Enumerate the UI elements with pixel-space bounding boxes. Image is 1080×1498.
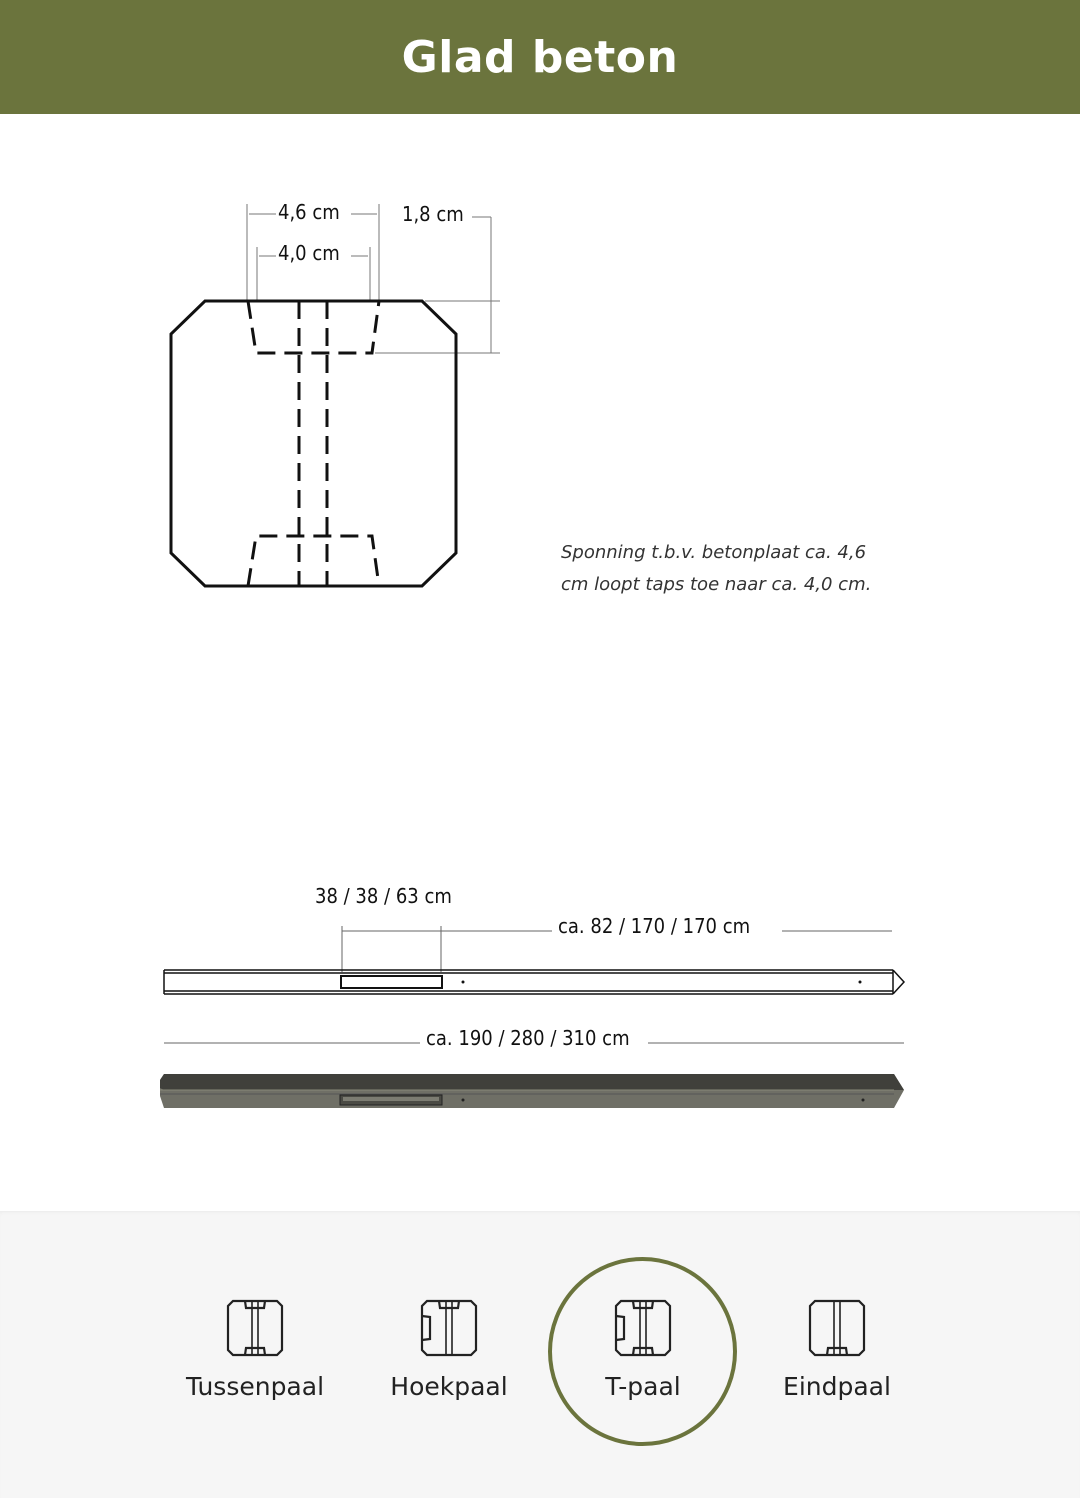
total-length-label: ca. 190 / 280 / 310 cm	[426, 1026, 630, 1050]
post-type-eindpaal[interactable]	[740, 1211, 934, 1498]
technical-drawing	[0, 114, 1080, 1210]
post-type-label: T-paal	[605, 1372, 681, 1401]
post-type-tussenpaal[interactable]	[158, 1211, 352, 1498]
post-type-label: Hoekpaal	[390, 1372, 508, 1401]
dimension-depth: 1,8 cm	[402, 202, 464, 226]
note-line: cm loopt taps toe naar ca. 4,0 cm.	[561, 574, 872, 595]
dimension-outer-width: 4,6 cm	[278, 200, 340, 224]
post-type-label: Tussenpaal	[185, 1372, 325, 1401]
post-section-t-icon	[613, 1298, 673, 1358]
page-header	[0, 0, 1080, 114]
post-section-corner-icon	[419, 1298, 479, 1358]
post-type-selector	[0, 1211, 1080, 1498]
post-type-label: Eindpaal	[783, 1372, 891, 1401]
post-section-intermediate-icon	[225, 1298, 285, 1358]
post-section-end-icon	[807, 1298, 867, 1358]
hole-spacing-label: ca. 82 / 170 / 170 cm	[558, 914, 751, 938]
groove-note	[561, 537, 921, 601]
dimension-inner-width: 4,0 cm	[278, 241, 340, 265]
note-line: Sponning t.b.v. betonplaat ca. 4,6	[561, 542, 867, 563]
post-type-t-paal[interactable]	[546, 1211, 740, 1498]
page-title: Glad beton	[401, 31, 679, 83]
slot-position-label: 38 / 38 / 63 cm	[315, 884, 452, 908]
post-type-hoekpaal[interactable]	[352, 1211, 546, 1498]
